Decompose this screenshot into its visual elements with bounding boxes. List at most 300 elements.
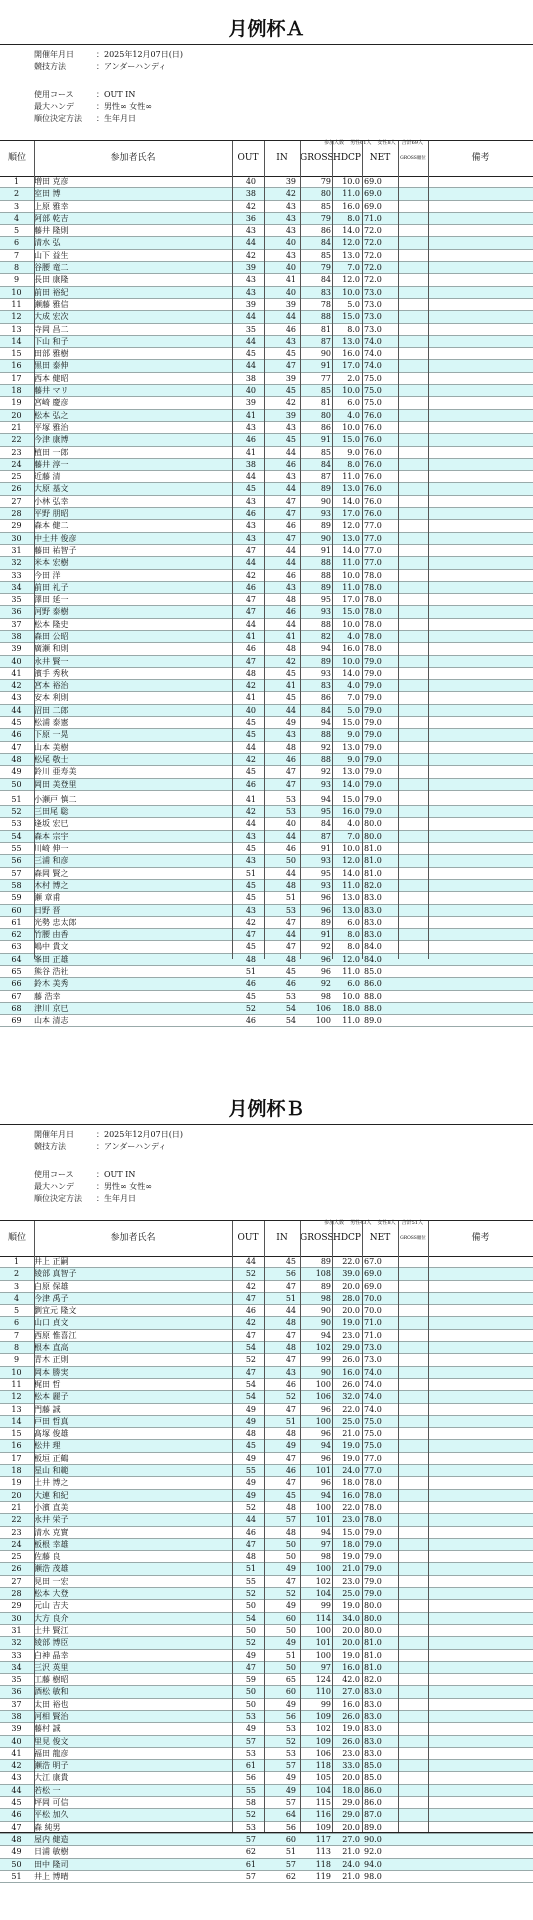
cell-name: 大方 良介 xyxy=(34,1613,69,1623)
cell-gross: 95 xyxy=(320,807,331,817)
event-info xyxy=(0,44,533,153)
cell-rank: 15 xyxy=(11,349,22,359)
cell-out: 59 xyxy=(245,1675,256,1685)
cell-in: 44 xyxy=(285,1306,296,1316)
cell-gross: 79 xyxy=(320,263,331,273)
cell-name: 藤井 隆則 xyxy=(34,226,69,236)
cell-hdcp: 12.0 xyxy=(342,238,360,248)
table-row xyxy=(0,1686,533,1698)
cell-rank: 49 xyxy=(11,767,22,777)
cell-gross: 94 xyxy=(320,1330,331,1340)
cell-net: 77.0 xyxy=(364,545,382,555)
cell-name: 津川 京巳 xyxy=(34,1003,69,1013)
cell-hdcp: 13.0 xyxy=(342,336,360,346)
table-row xyxy=(0,1650,533,1662)
info-date xyxy=(34,1129,183,1141)
cell-net: 86.0 xyxy=(364,979,382,989)
cell-in: 43 xyxy=(285,250,296,260)
table-row xyxy=(0,1268,533,1280)
sheet-title: 月例杯Ｂ xyxy=(228,1098,305,1120)
cell-net: 89.0 xyxy=(364,1016,382,1026)
cell-rank: 52 xyxy=(11,807,22,817)
table-row xyxy=(0,1822,533,1834)
cell-out: 42 xyxy=(245,917,256,927)
cell-net: 79.0 xyxy=(364,1527,382,1537)
table-row xyxy=(0,1600,533,1612)
table-row xyxy=(0,410,533,422)
table-row xyxy=(0,991,533,1003)
cell-rank: 17 xyxy=(11,1453,22,1463)
cell-net: 77.0 xyxy=(364,558,382,568)
header-divider xyxy=(332,141,333,176)
cell-in: 57 xyxy=(285,1515,296,1525)
cell-in: 45 xyxy=(285,668,296,678)
info-maxhdcp-value: ：男性∞ 女性∞ xyxy=(96,1182,152,1191)
header-name: 参加者氏名 xyxy=(110,153,156,163)
table-row xyxy=(0,1772,533,1784)
cell-gross: 100 xyxy=(315,1625,331,1635)
cell-rank: 24 xyxy=(11,1539,22,1549)
cell-hdcp: 33.0 xyxy=(342,1761,360,1771)
cell-name: 森田 公昭 xyxy=(34,631,69,641)
table-row xyxy=(0,533,533,545)
table-row xyxy=(0,668,533,680)
cell-net: 76.0 xyxy=(364,496,382,506)
cell-rank: 66 xyxy=(11,979,22,989)
cell-out: 53 xyxy=(245,1711,256,1721)
header-divider xyxy=(428,1221,429,1256)
cell-name: 門藤 誠 xyxy=(34,1404,61,1414)
cell-in: 46 xyxy=(285,979,296,989)
cell-name: 田部 雅樹 xyxy=(34,349,69,359)
cell-hdcp: 19.0 xyxy=(342,1650,360,1660)
cell-rank: 34 xyxy=(11,1662,22,1672)
cell-in: 48 xyxy=(285,1429,296,1439)
cell-rank: 39 xyxy=(11,1724,22,1734)
cell-hdcp: 9.0 xyxy=(347,730,360,740)
cell-in: 54 xyxy=(285,1016,296,1026)
cell-net: 69.0 xyxy=(364,177,382,186)
table-row xyxy=(0,1613,533,1625)
cell-net: 69.0 xyxy=(364,1269,382,1279)
table-row xyxy=(0,1662,533,1674)
cell-in: 51 xyxy=(285,893,296,903)
cell-gross: 88 xyxy=(320,570,331,580)
cell-name: 瀬浩 明子 xyxy=(34,1761,69,1771)
cell-out: 55 xyxy=(245,1466,256,1476)
cell-out: 54 xyxy=(245,1379,256,1389)
cell-rank: 13 xyxy=(11,1404,22,1414)
cell-gross: 85 xyxy=(320,201,331,211)
cell-hdcp: 17.0 xyxy=(342,595,360,605)
cell-in: 39 xyxy=(285,299,296,309)
cell-hdcp: 12.0 xyxy=(342,275,360,285)
table-row xyxy=(0,656,533,668)
table-row xyxy=(0,348,533,360)
count-2: 女性8人 xyxy=(377,1220,396,1226)
cell-rank: 45 xyxy=(11,718,22,728)
cell-gross: 91 xyxy=(320,435,331,445)
cell-in: 53 xyxy=(285,905,296,915)
cell-gross: 86 xyxy=(320,422,331,432)
cell-out: 46 xyxy=(245,1016,256,1026)
cell-in: 47 xyxy=(285,533,296,543)
cell-net: 78.0 xyxy=(364,582,382,592)
table-row xyxy=(0,520,533,532)
cell-rank: 33 xyxy=(11,1650,22,1660)
cell-hdcp: 27.0 xyxy=(342,1834,360,1844)
cell-name: 川崎 伸一 xyxy=(34,844,69,854)
cell-gross: 91 xyxy=(320,844,331,854)
cell-out: 46 xyxy=(245,644,256,654)
cell-gross: 100 xyxy=(315,1379,331,1389)
cell-out: 42 xyxy=(245,807,256,817)
cell-gross: 84 xyxy=(320,819,331,829)
table-row xyxy=(0,806,533,818)
header-net: NET xyxy=(369,1233,391,1243)
cell-out: 51 xyxy=(245,967,256,976)
table-row xyxy=(0,1736,533,1748)
info-order-label: 順位決定方法 xyxy=(34,1194,82,1203)
cell-hdcp: 20.0 xyxy=(342,1306,360,1316)
cell-net: 79.0 xyxy=(364,656,382,666)
cell-net: 76.0 xyxy=(364,447,382,457)
cell-hdcp: 10.0 xyxy=(342,991,360,1001)
header-gross-rank: GROSS順位 xyxy=(400,1236,426,1241)
table-header xyxy=(0,140,533,177)
table-row xyxy=(0,287,533,299)
cell-in: 60 xyxy=(285,1687,296,1697)
header-divider xyxy=(398,1221,399,1256)
cell-net: 81.0 xyxy=(364,1662,382,1672)
cell-name: 今田 洋 xyxy=(34,570,61,580)
cell-out: 43 xyxy=(245,226,256,236)
table-row xyxy=(0,557,533,569)
cell-gross: 100 xyxy=(315,1564,331,1574)
cell-out: 51 xyxy=(245,1564,256,1574)
cell-gross: 96 xyxy=(320,1453,331,1463)
cell-name: 森本 健二 xyxy=(34,521,69,531)
cell-name: 綾部 博臣 xyxy=(34,1638,69,1648)
cell-name: 綾部 真智子 xyxy=(34,1269,77,1279)
cell-rank: 30 xyxy=(11,1613,22,1623)
table-row xyxy=(0,1797,533,1809)
cell-in: 49 xyxy=(285,1699,296,1709)
cell-in: 48 xyxy=(285,880,296,890)
cell-out: 47 xyxy=(245,595,256,605)
cell-in: 51 xyxy=(285,1416,296,1426)
cell-gross: 89 xyxy=(320,1281,331,1291)
cell-name: 山口 貞文 xyxy=(34,1318,69,1328)
cell-net: 69.0 xyxy=(364,1281,382,1291)
cell-name: 髙塚 俊雄 xyxy=(34,1429,69,1439)
info-method-label: 競技方法 xyxy=(34,1142,66,1151)
cell-in: 48 xyxy=(285,1527,296,1537)
cell-gross: 88 xyxy=(320,730,331,740)
cell-gross: 88 xyxy=(320,619,331,629)
cell-gross: 93 xyxy=(320,509,331,519)
cell-out: 42 xyxy=(245,681,256,691)
cell-hdcp: 2.0 xyxy=(347,373,360,383)
cell-in: 46 xyxy=(285,570,296,580)
cell-name: 松本 麗子 xyxy=(34,1392,69,1402)
cell-rank: 41 xyxy=(11,668,22,678)
table-row xyxy=(0,631,533,643)
cell-net: 78.0 xyxy=(364,570,382,580)
info-course-label: 使用コース xyxy=(34,1170,74,1179)
cell-rank: 40 xyxy=(11,656,22,666)
cell-gross: 109 xyxy=(315,1822,331,1832)
cell-name: 上原 雅幸 xyxy=(34,201,69,211)
cell-name: 星山 和範 xyxy=(34,1466,69,1476)
cell-in: 39 xyxy=(285,410,296,420)
cell-hdcp: 8.0 xyxy=(347,213,360,223)
cell-net: 78.0 xyxy=(364,619,382,629)
table-row xyxy=(0,1367,533,1379)
cell-gross: 90 xyxy=(320,496,331,506)
cell-net: 94.0 xyxy=(364,1859,382,1869)
cell-hdcp: 16.0 xyxy=(342,349,360,359)
cell-out: 42 xyxy=(245,1318,256,1328)
table-row xyxy=(0,831,533,843)
cell-in: 53 xyxy=(285,807,296,817)
cell-net: 76.0 xyxy=(364,484,382,494)
cell-net: 69.0 xyxy=(364,189,382,199)
header-net: NET xyxy=(369,153,391,163)
cell-name: 板根 幸雄 xyxy=(34,1539,69,1549)
table-row xyxy=(0,742,533,754)
cell-name: 廣瀬 和則 xyxy=(34,644,69,654)
cell-hdcp: 11.0 xyxy=(342,472,360,482)
cell-gross: 118 xyxy=(315,1859,331,1869)
cell-hdcp: 13.0 xyxy=(342,893,360,903)
table-row xyxy=(0,1440,533,1452)
cell-out: 47 xyxy=(245,1662,256,1672)
cell-in: 54 xyxy=(285,1003,296,1013)
cell-in: 40 xyxy=(285,819,296,829)
cell-net: 86.0 xyxy=(364,1798,382,1808)
cell-in: 43 xyxy=(285,213,296,223)
cell-net: 87.0 xyxy=(364,1810,382,1820)
count-3: 合計69人 xyxy=(401,140,423,146)
cell-hdcp: 15.0 xyxy=(342,607,360,617)
count-0: 参加人数 xyxy=(324,1220,345,1226)
cell-gross: 91 xyxy=(320,361,331,371)
cell-name: 井上 博晴 xyxy=(34,1871,69,1881)
cell-name: 山下 益生 xyxy=(34,250,69,260)
cell-name: 三沢 英里 xyxy=(34,1662,69,1672)
cell-out: 50 xyxy=(245,1601,256,1611)
cell-in: 53 xyxy=(285,1748,296,1758)
table-row xyxy=(0,336,533,348)
cell-name: 増田 克彦 xyxy=(34,177,69,186)
cell-gross: 81 xyxy=(320,398,331,408)
table-row xyxy=(0,434,533,446)
cell-gross: 82 xyxy=(320,631,331,641)
cell-hdcp: 5.0 xyxy=(347,705,360,715)
cell-in: 47 xyxy=(285,767,296,777)
cell-name: 白神 晶幸 xyxy=(34,1650,69,1660)
table-row xyxy=(0,1404,533,1416)
cell-rank: 13 xyxy=(11,324,22,334)
cell-name: 太田 裕也 xyxy=(34,1699,69,1709)
cell-hdcp: 14.0 xyxy=(342,668,360,678)
cell-out: 42 xyxy=(245,1281,256,1291)
cell-gross: 106 xyxy=(315,1003,331,1013)
cell-net: 74.0 xyxy=(364,361,382,371)
header-divider xyxy=(34,1221,35,1256)
cell-gross: 118 xyxy=(315,1761,331,1771)
cell-name: 熊谷 浩社 xyxy=(34,967,69,976)
cell-gross: 88 xyxy=(320,558,331,568)
cell-gross: 102 xyxy=(315,1724,331,1734)
cell-in: 53 xyxy=(285,991,296,1001)
cell-gross: 86 xyxy=(320,693,331,703)
cell-rank: 46 xyxy=(11,730,22,740)
table-row xyxy=(0,496,533,508)
table-row xyxy=(0,1379,533,1391)
cell-name: 峯田 正雄 xyxy=(34,954,69,964)
cell-name: 下原 一晃 xyxy=(34,730,69,740)
header-in: IN xyxy=(276,1233,288,1243)
cell-hdcp: 13.0 xyxy=(342,533,360,543)
table-row xyxy=(0,422,533,434)
cell-rank: 11 xyxy=(11,1379,22,1389)
cell-in: 44 xyxy=(285,831,296,841)
cell-hdcp: 13.0 xyxy=(342,905,360,915)
cell-out: 40 xyxy=(245,386,256,396)
column-divider xyxy=(398,1256,399,1832)
cell-name: 岡本 勝実 xyxy=(34,1367,69,1377)
cell-rank: 15 xyxy=(11,1429,22,1439)
cell-hdcp: 14.0 xyxy=(342,545,360,555)
table-row xyxy=(0,483,533,495)
cell-out: 46 xyxy=(245,779,256,789)
cell-gross: 90 xyxy=(320,1306,331,1316)
cell-name: 日野 晋 xyxy=(34,905,61,915)
cell-rank: 50 xyxy=(11,779,22,789)
cell-in: 46 xyxy=(285,521,296,531)
cell-net: 70.0 xyxy=(364,1306,382,1316)
cell-rank: 31 xyxy=(11,545,22,555)
cell-in: 56 xyxy=(285,1822,296,1832)
cell-gross: 81 xyxy=(320,324,331,334)
cell-in: 47 xyxy=(285,361,296,371)
cell-out: 46 xyxy=(245,979,256,989)
cell-name: 土井 博之 xyxy=(34,1478,69,1488)
cell-rank: 27 xyxy=(11,496,22,506)
cell-name: 竹腰 由香 xyxy=(34,930,69,940)
cell-hdcp: 11.0 xyxy=(342,189,360,199)
cell-name: 松尾 敬士 xyxy=(34,754,69,764)
cell-net: 79.0 xyxy=(364,754,382,764)
header-remarks: 備考 xyxy=(471,1233,490,1243)
cell-gross: 89 xyxy=(320,582,331,592)
cell-rank: 63 xyxy=(11,942,22,952)
cell-rank: 61 xyxy=(11,917,22,927)
cell-gross: 99 xyxy=(320,1355,331,1365)
cell-hdcp: 16.0 xyxy=(342,807,360,817)
cell-out: 50 xyxy=(245,1687,256,1697)
table-row xyxy=(0,508,533,520)
cell-hdcp: 11.0 xyxy=(342,558,360,568)
cell-net: 83.0 xyxy=(364,905,382,915)
cell-rank: 36 xyxy=(11,1687,22,1697)
cell-net: 69.0 xyxy=(364,201,382,211)
table-row xyxy=(0,680,533,692)
header-divider xyxy=(264,141,265,176)
table-row xyxy=(0,1342,533,1354)
cell-rank: 21 xyxy=(11,1502,22,1512)
cell-rank: 22 xyxy=(11,435,22,445)
table-row xyxy=(0,1416,533,1428)
cell-in: 47 xyxy=(285,496,296,506)
cell-hdcp: 19.0 xyxy=(342,1453,360,1463)
info-maxhdcp-value: ：男性∞ 女性∞ xyxy=(96,102,152,111)
cell-in: 44 xyxy=(285,545,296,555)
cell-name: 逢坂 宏巳 xyxy=(34,819,69,829)
table-row xyxy=(0,1760,533,1772)
table-row xyxy=(0,1699,533,1711)
cell-rank: 23 xyxy=(11,1527,22,1537)
cell-rank: 16 xyxy=(11,1441,22,1451)
cell-hdcp: 24.0 xyxy=(342,1466,360,1476)
cell-name: 河野 泰樹 xyxy=(34,607,69,617)
cell-hdcp: 8.0 xyxy=(347,942,360,952)
cell-net: 79.0 xyxy=(364,1564,382,1574)
cell-rank: 7 xyxy=(13,250,20,260)
cell-out: 44 xyxy=(245,238,256,248)
cell-name: 根本 直高 xyxy=(34,1343,69,1353)
cell-name: 近藤 清 xyxy=(34,472,61,482)
cell-gross: 100 xyxy=(315,1650,331,1660)
cell-out: 47 xyxy=(245,930,256,940)
cell-name: 松井 理 xyxy=(34,1441,61,1451)
cell-gross: 85 xyxy=(320,447,331,457)
cell-hdcp: 16.0 xyxy=(342,1699,360,1709)
table-row xyxy=(0,188,533,200)
cell-gross: 87 xyxy=(320,336,331,346)
cell-name: 藤 浩幸 xyxy=(34,991,61,1001)
cell-hdcp: 4.0 xyxy=(347,410,360,420)
cell-hdcp: 18.0 xyxy=(342,1478,360,1488)
cell-out: 50 xyxy=(245,1625,256,1635)
cell-net: 76.0 xyxy=(364,509,382,519)
cell-rank: 45 xyxy=(11,1798,22,1808)
cell-gross: 96 xyxy=(320,1429,331,1439)
cell-gross: 84 xyxy=(320,459,331,469)
cell-hdcp: 15.0 xyxy=(342,794,360,804)
cell-gross: 84 xyxy=(320,705,331,715)
cell-rank: 6 xyxy=(13,238,20,248)
info-date-label: 開催年月日 xyxy=(34,50,74,59)
cell-out: 39 xyxy=(245,299,256,309)
header-out: OUT xyxy=(237,1233,259,1243)
column-divider xyxy=(428,1256,429,1832)
cell-in: 44 xyxy=(285,868,296,878)
cell-name: 小林 弘幸 xyxy=(34,496,69,506)
cell-hdcp: 26.0 xyxy=(342,1355,360,1365)
cell-hdcp: 8.0 xyxy=(347,459,360,469)
table-row xyxy=(0,201,533,213)
cell-gross: 113 xyxy=(315,1847,331,1857)
cell-out: 49 xyxy=(245,1724,256,1734)
table-row xyxy=(0,1625,533,1637)
cell-out: 54 xyxy=(245,1392,256,1402)
cell-name: 劉宜元 隆文 xyxy=(34,1306,77,1316)
table-row xyxy=(0,868,533,880)
cell-in: 48 xyxy=(285,1318,296,1328)
